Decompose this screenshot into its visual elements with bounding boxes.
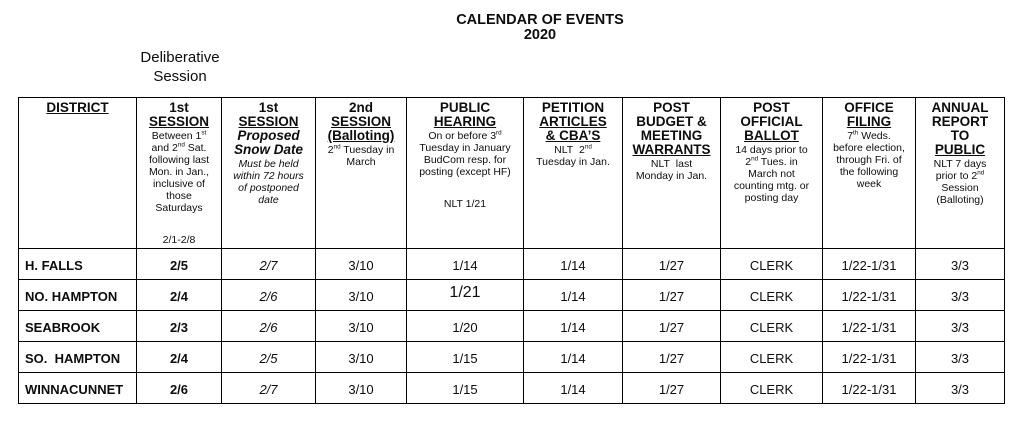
column-title-line: POST — [753, 100, 790, 115]
column-note: On or before 3rd Tuesday in January BudCom resp. for posting (except HF) — [419, 129, 511, 178]
column-note: NLT 7 days prior to 2nd Session (Balloting) — [933, 158, 987, 206]
cell-office-filing: 1/22-1/31 — [823, 373, 916, 404]
cell-first-session: 2/6 — [137, 373, 222, 404]
cell-first-session: 2/5 — [137, 249, 222, 280]
column-note: NLT last Monday in Jan. — [635, 158, 708, 182]
cell-post-budget-meeting-warrants: 1/27 — [623, 311, 721, 342]
cell-petition-articles-cbas: 1/14 — [524, 373, 623, 404]
cell-district: NO. HAMPTON — [19, 280, 137, 311]
cell-annual-report-to-public: 3/3 — [916, 342, 1005, 373]
cell-second-session-balloting: 3/10 — [316, 249, 407, 280]
column-header-first-session — [137, 98, 222, 249]
column-title-line: Snow Date — [233, 142, 303, 157]
cell-public-hearing: 1/15 — [407, 373, 524, 404]
column-title-line: MEETING — [640, 128, 703, 143]
cell-first-session-snow-date: 2/7 — [222, 249, 316, 280]
cell-post-official-ballot: CLERK — [721, 249, 823, 280]
column-note: 7th Weds. before election, through Fri. of the following week — [833, 129, 905, 190]
cell-office-filing: 1/22-1/31 — [823, 280, 916, 311]
cell-post-official-ballot: CLERK — [721, 311, 823, 342]
column-title-line: SESSION — [238, 114, 299, 129]
deliberative-session-label-line2: Session — [153, 68, 207, 85]
column-note: Must be held within 72 hours of postponed date — [233, 158, 304, 206]
column-title-line: WARRANTS — [632, 142, 711, 157]
cell-public-hearing: 1/21 — [407, 280, 524, 311]
table-row — [19, 373, 1005, 404]
cell-first-session: 2/4 — [137, 342, 222, 373]
cell-first-session: 2/4 — [137, 280, 222, 311]
column-title-line: 1st — [258, 100, 279, 115]
cell-office-filing: 1/22-1/31 — [823, 249, 916, 280]
cell-post-official-ballot: CLERK — [721, 342, 823, 373]
column-title-line: DISTRICT — [46, 100, 109, 115]
page-title-line1: CALENDAR OF EVENTS — [456, 12, 624, 28]
column-note: NLT 2nd Tuesday in Jan. — [536, 143, 610, 168]
column-title-line: BUDGET & — [636, 114, 707, 129]
cell-district: H. FALLS — [19, 249, 137, 280]
cell-annual-report-to-public: 3/3 — [916, 249, 1005, 280]
cell-post-budget-meeting-warrants: 1/27 — [623, 280, 721, 311]
column-title-line: SESSION — [148, 114, 210, 129]
calendar-body — [19, 249, 1005, 404]
cell-public-hearing: 1/14 — [407, 249, 524, 280]
cell-post-official-ballot: CLERK — [721, 280, 823, 311]
page-title-line2: 2020 — [523, 27, 557, 43]
column-header-second-session-balloting — [316, 98, 407, 249]
cell-second-session-balloting: 3/10 — [316, 280, 407, 311]
column-title-line: 2nd — [348, 100, 373, 115]
column-header-office-filing — [823, 98, 916, 249]
column-header-annual-report-to-public — [916, 98, 1005, 249]
column-title-line: BALLOT — [744, 128, 799, 143]
column-extra-note: 2/1-2/8 — [162, 234, 196, 246]
column-title-line: OFFICIAL — [740, 114, 803, 129]
cell-public-hearing: 1/20 — [407, 311, 524, 342]
calendar-header — [19, 98, 1005, 249]
column-title-line: OFFICE — [844, 100, 894, 115]
column-title-line: ANNUAL — [931, 100, 989, 115]
column-header-post-budget-meeting-warrants — [623, 98, 721, 249]
cell-petition-articles-cbas: 1/14 — [524, 311, 623, 342]
deliberative-session-label-line1: Deliberative — [140, 49, 220, 66]
page-title — [56, 13, 1024, 43]
column-extra-note: NLT 1/21 — [443, 198, 487, 210]
column-title-line: PUBLIC — [439, 100, 491, 115]
table-row — [19, 280, 1005, 311]
column-title-line: ARTICLES — [539, 114, 607, 129]
cell-annual-report-to-public: 3/3 — [916, 373, 1005, 404]
column-title-line: PETITION — [541, 100, 605, 115]
cell-public-hearing: 1/15 — [407, 342, 524, 373]
cell-annual-report-to-public: 3/3 — [916, 311, 1005, 342]
column-title-line: HEARING — [433, 114, 497, 129]
cell-petition-articles-cbas: 1/14 — [524, 280, 623, 311]
cell-post-official-ballot: CLERK — [721, 373, 823, 404]
column-header-petition-articles-cbas — [524, 98, 623, 249]
table-row — [19, 249, 1005, 280]
cell-office-filing: 1/22-1/31 — [823, 342, 916, 373]
column-title-line: 1st — [169, 100, 189, 115]
header-row — [19, 98, 1005, 249]
cell-office-filing: 1/22-1/31 — [823, 311, 916, 342]
column-title-line: & CBA’S — [545, 128, 601, 143]
cell-first-session-snow-date: 2/5 — [222, 342, 316, 373]
calendar-table — [18, 97, 1005, 404]
cell-post-budget-meeting-warrants: 1/27 — [623, 373, 721, 404]
cell-annual-report-to-public: 3/3 — [916, 280, 1005, 311]
cell-district: SEABROOK — [19, 311, 137, 342]
column-title-line: SESSION — [330, 114, 392, 129]
column-title-line: FILING — [846, 114, 892, 129]
column-title-line: PUBLIC — [934, 142, 986, 157]
column-header-district — [19, 98, 137, 249]
cell-first-session-snow-date: 2/6 — [222, 280, 316, 311]
cell-petition-articles-cbas: 1/14 — [524, 342, 623, 373]
column-header-post-official-ballot — [721, 98, 823, 249]
table-row — [19, 342, 1005, 373]
cell-first-session-snow-date: 2/7 — [222, 373, 316, 404]
column-title-line: Proposed — [237, 128, 300, 143]
cell-petition-articles-cbas: 1/14 — [524, 249, 623, 280]
cell-district: SO. HAMPTON — [19, 342, 137, 373]
cell-first-session-snow-date: 2/6 — [222, 311, 316, 342]
deliberative-session-label — [119, 48, 241, 86]
cell-district: WINNACUNNET — [19, 373, 137, 404]
column-header-first-session-snow-date — [222, 98, 316, 249]
cell-first-session: 2/3 — [137, 311, 222, 342]
column-note: 2nd Tuesday in March — [327, 143, 395, 168]
cell-second-session-balloting: 3/10 — [316, 311, 407, 342]
column-header-public-hearing — [407, 98, 524, 249]
column-title-line: TO — [950, 128, 970, 143]
cell-second-session-balloting: 3/10 — [316, 373, 407, 404]
column-note: Between 1st and 2nd Sat. following last Mon. in Jan., inclusive of those Saturdays — [148, 129, 210, 214]
cell-post-budget-meeting-warrants: 1/27 — [623, 342, 721, 373]
column-title-line: POST — [653, 100, 690, 115]
cell-post-budget-meeting-warrants: 1/27 — [623, 249, 721, 280]
cell-second-session-balloting: 3/10 — [316, 342, 407, 373]
column-title-line: REPORT — [931, 114, 989, 129]
column-title-line: (Balloting) — [327, 128, 395, 143]
table-row — [19, 311, 1005, 342]
column-note: 14 days prior to 2nd Tues. in March not counting mtg. or posting day — [733, 144, 810, 204]
